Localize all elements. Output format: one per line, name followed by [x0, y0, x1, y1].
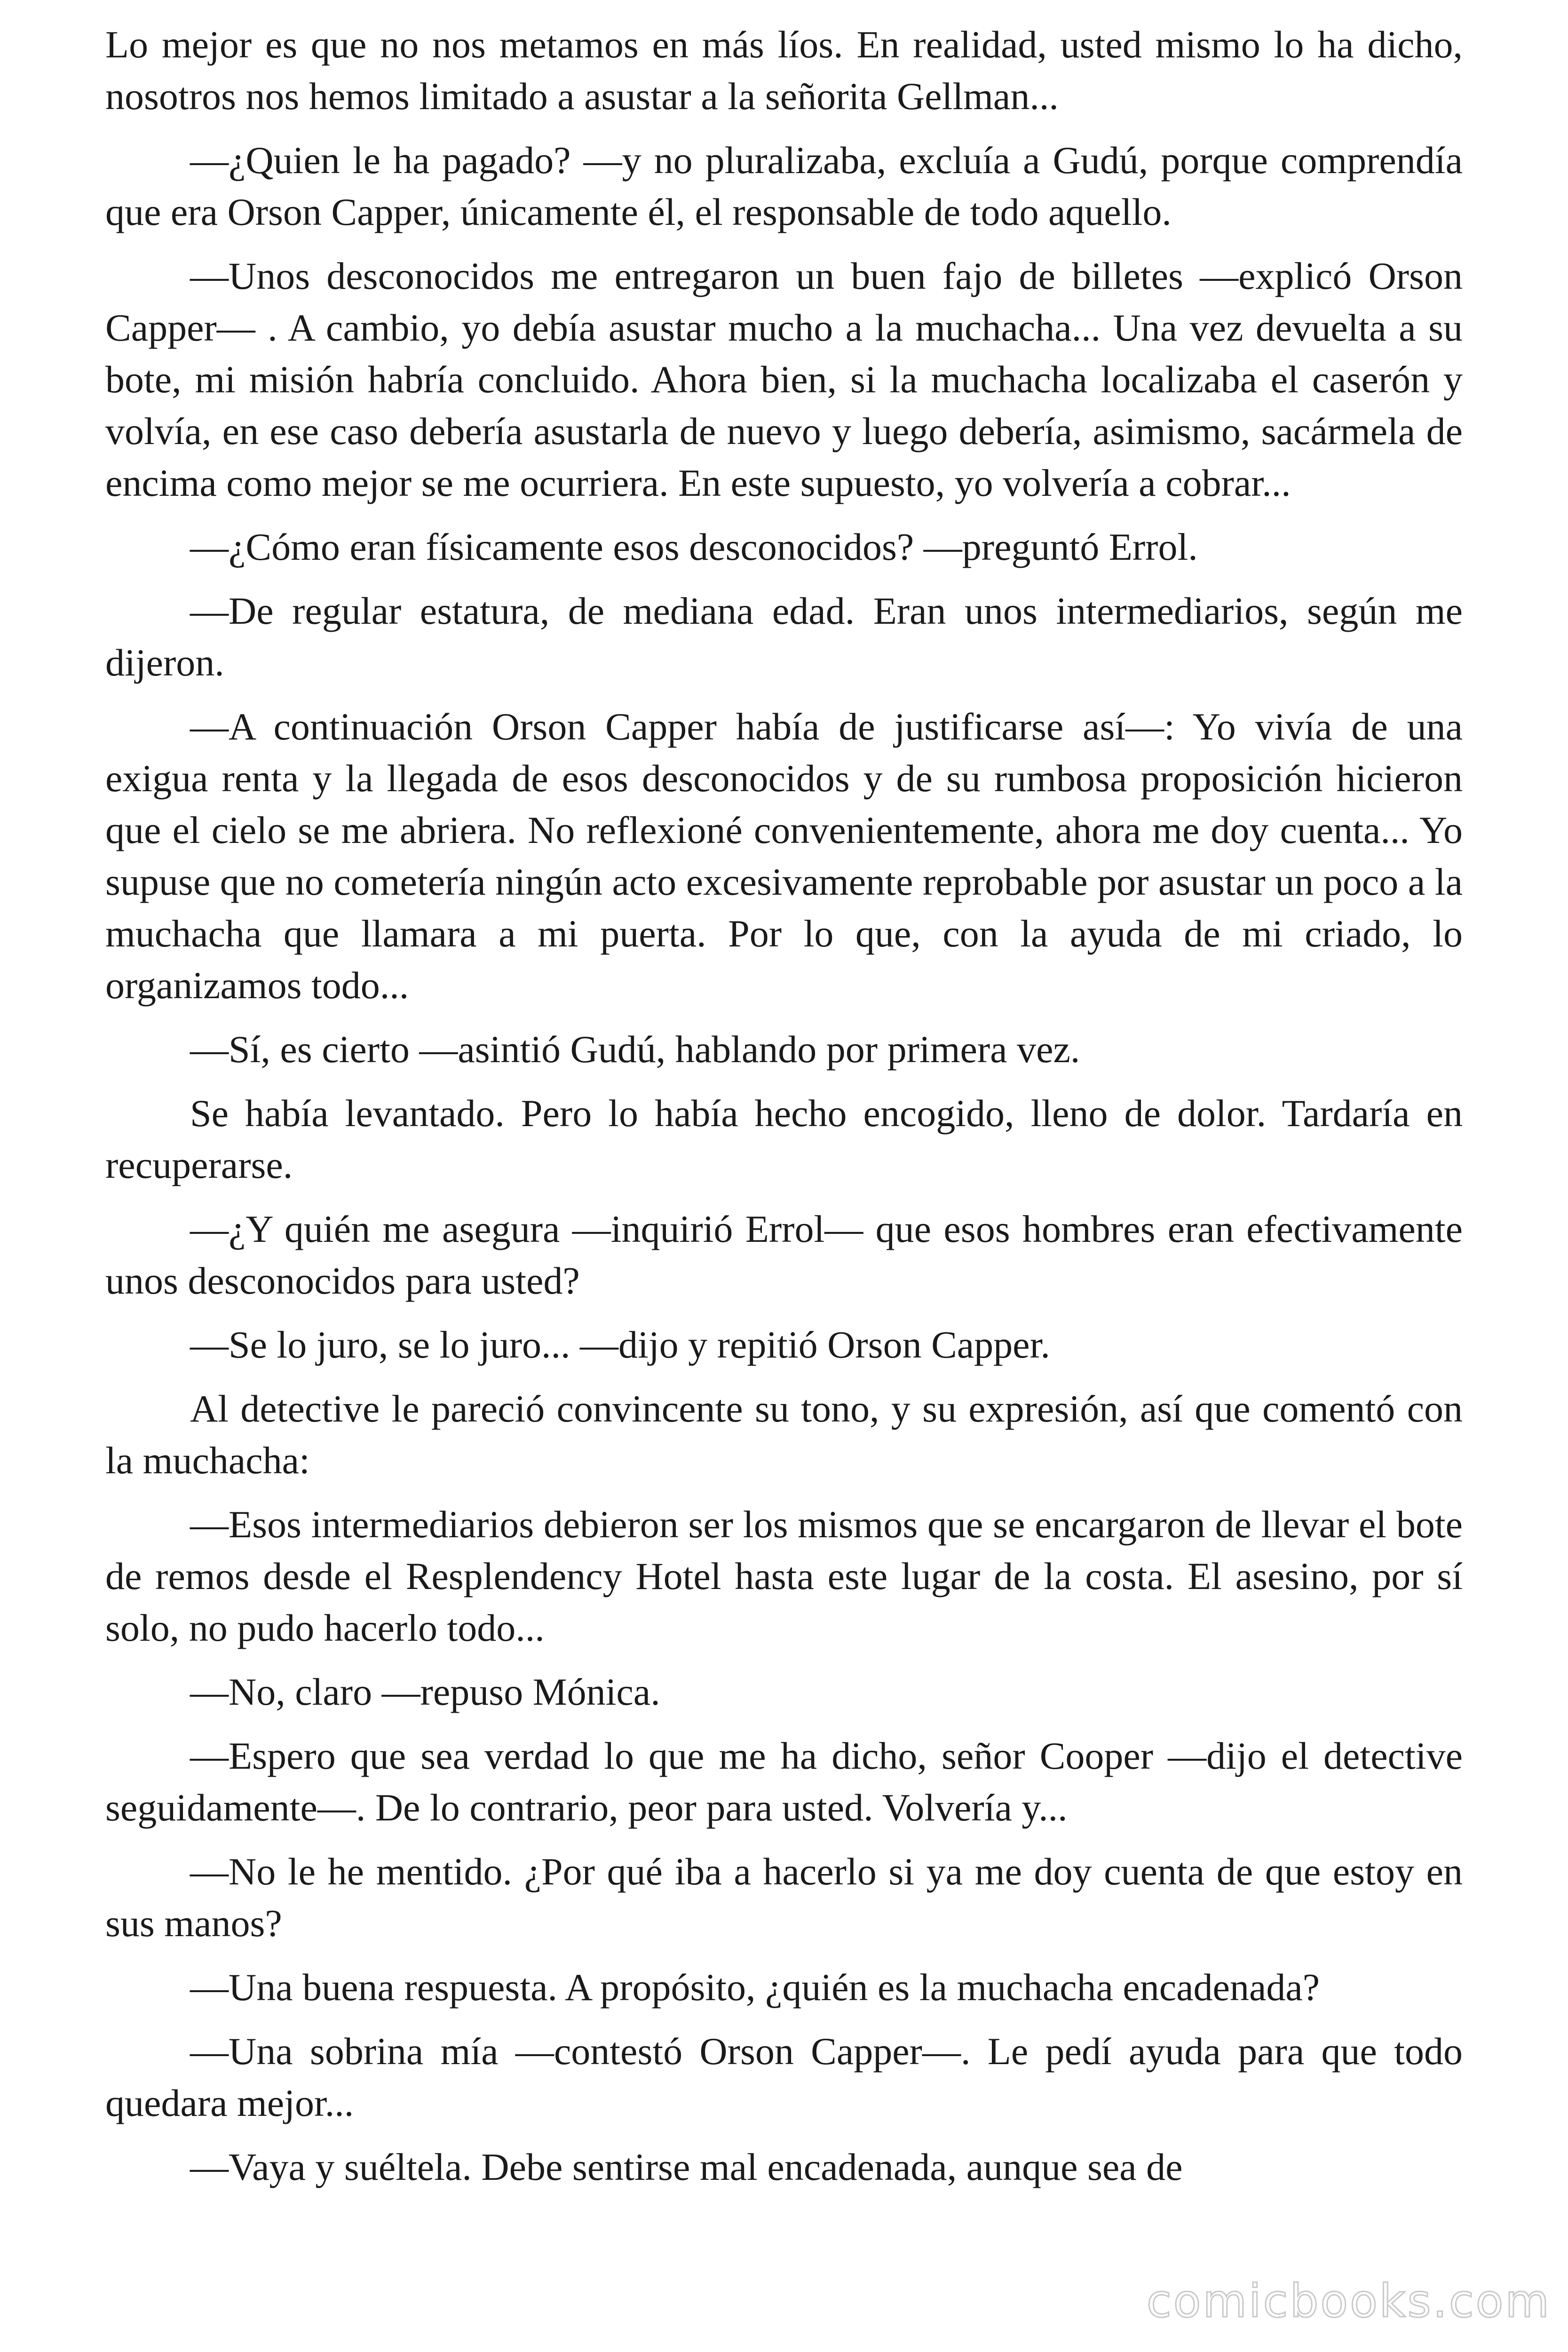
paragraph-4: —¿Cómo eran físicamente esos desconocidos? —preguntó Errol. — [190, 525, 1198, 568]
watermark: comicbooks.com — [1146, 2275, 1551, 2328]
paragraph-8: Se había levantado. Pero lo había hecho encogido, lleno de dolor. Tardaría en recuperarse. — [105, 1092, 1463, 1186]
paragraph-18: —Vaya y suéltela. Debe sentirse mal encadenada, aunque sea de — [190, 2145, 1183, 2188]
paragraph-9: —¿Y quién me asegura —inquirió Errol— que esos hombres eran efectivamente unos desconocidos para usted? — [105, 1208, 1463, 1302]
book-page — [105, 0, 1463, 2352]
paragraph-5: —De regular estatura, de mediana edad. Eran unos intermediarios, según me dijeron. — [105, 589, 1463, 684]
paragraph-11: Al detective le pareció convincente su tono, y su expresión, así que comentó con la muchacha: — [105, 1387, 1463, 1482]
paragraph-17: —Una sobrina mía —contestó Orson Capper—. Le pedí ayuda para que todo quedara mejor... — [105, 2030, 1463, 2124]
paragraph-12: —Esos intermediarios debieron ser los mismos que se encargaron de llevar el bote de remos desde el Resplendency Hotel hasta este lugar de la costa. El asesino, por sí solo, no pudo hacerlo todo... — [105, 1503, 1463, 1649]
paragraph-2: —¿Quien le ha pagado? —y no pluralizaba, excluía a Gudú, porque comprendía que era Orson Capper, únicamente él, el responsable de todo aquello. — [105, 139, 1463, 233]
paragraph-6: —A continuación Orson Capper había de justificarse así—: Yo vivía de una exigua renta y la llegada de esos desconocidos y de su rumbosa proposición hicieron que el cielo se me abriera. No reflexioné convenientemente, ahora me doy cuenta... Yo supuse que no cometería ningún acto excesivamente reprobable por asustar un poco a la muchacha que llamara a mi puerta. Por lo que, con la ayuda de mi criado, lo organizamos todo... — [105, 705, 1463, 1007]
paragraph-14: —Espero que sea verdad lo que me ha dicho, señor Cooper —dijo el detective seguidamente—. De lo contrario, peor para usted. Volvería y... — [105, 1734, 1463, 1829]
paragraph-13: —No, claro —repuso Mónica. — [190, 1670, 660, 1713]
paragraph-16: —Una buena respuesta. A propósito, ¿quién es la muchacha encadenada? — [190, 1966, 1320, 2009]
paragraph-7: —Sí, es cierto —asintió Gudú, hablando por primera vez. — [190, 1028, 1080, 1071]
paragraph-3: —Unos desconocidos me entregaron un buen fajo de billetes —explicó Orson Capper— . A cambio, yo debía asustar mucho a la muchacha... Una vez devuelta a su bote, mi misión habría concluido. Ahora bien, si la muchacha localizaba el caserón y volvía, en ese caso debería asustarla de nuevo y luego debería, asimismo, sacármela de encima como mejor se me ocurriera. En este supuesto, yo volvería a cobrar... — [105, 254, 1463, 504]
paragraph-10: —Se lo juro, se lo juro... —dijo y repitió Orson Capper. — [190, 1323, 1050, 1366]
paragraph-1: Lo mejor es que no nos metamos en más líos. En realidad, usted mismo lo ha dicho, nosotros nos hemos limitado a asustar a la señorita Gellman... — [105, 23, 1463, 118]
paragraph-15: —No le he mentido. ¿Por qué iba a hacerlo si ya me doy cuenta de que estoy en sus manos? — [105, 1850, 1463, 1945]
